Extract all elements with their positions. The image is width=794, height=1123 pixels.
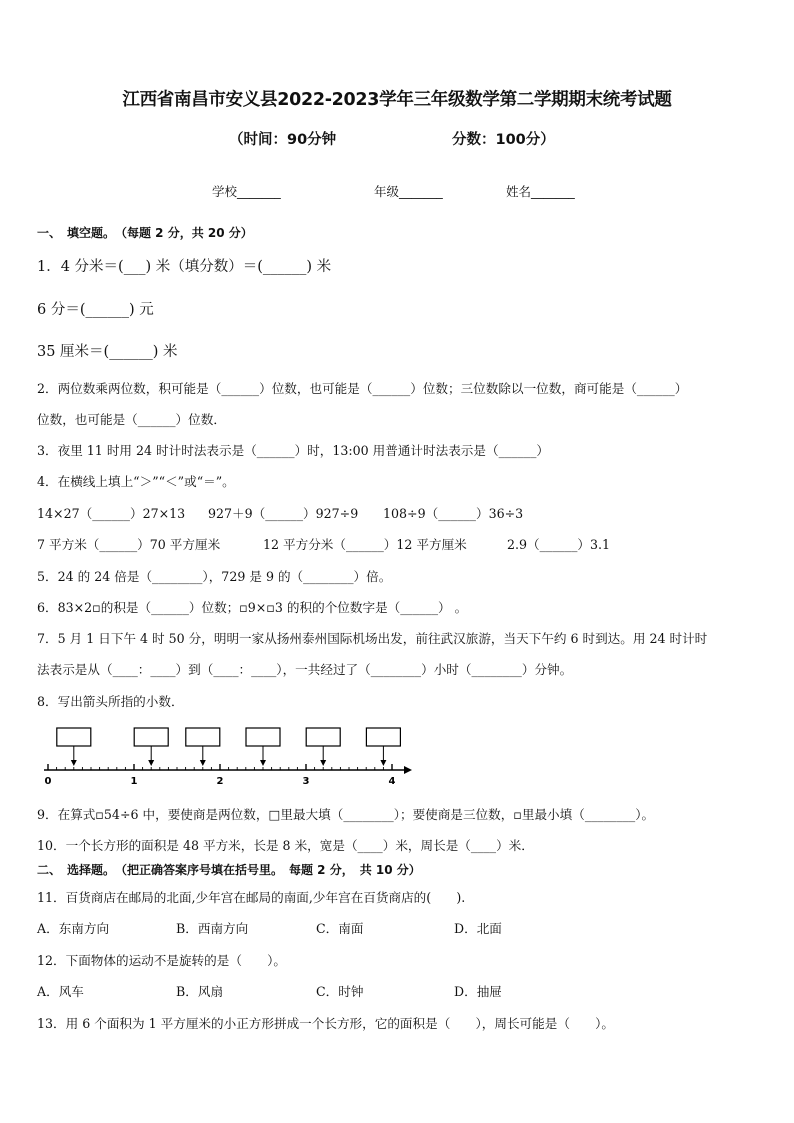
answer-box[interactable] (246, 728, 280, 746)
score-label: 分数：100分） (452, 132, 555, 148)
number-line-label: 4 (388, 776, 396, 786)
question-4-item-6: 2.9（______）3.1 (507, 537, 611, 552)
number-line-label: 1 (130, 776, 138, 786)
question-4-item-2: 927＋9（______）927÷9 (208, 506, 359, 521)
question-10: 10．一个长方形的面积是 48 平方米，长是 8 米，宽是（____）米，周长是（____）米． (37, 838, 534, 853)
grade-field[interactable]: 年级_______ (374, 184, 443, 199)
question-7-line2: 法表示是从（____：____）到（____：____），一共经过了（________）小时（________）分钟。 (37, 662, 573, 677)
question-6: 6．83×2▫的积是（______）位数；▫9×▫3 的积的个位数字是（______） 。 (37, 600, 468, 615)
school-field[interactable]: 学校_______ (212, 184, 281, 199)
pointer-arrowhead (320, 760, 326, 766)
question-9: 9．在算式▫54÷6 中，要使商是两位数，□里最大填（________）；要使商是三位数，▫里最小填（________）。 (37, 807, 655, 822)
question-8: 8．写出箭头所指的小数． (37, 694, 184, 709)
page-title: 江西省南昌市安义县2022-2023学年三年级数学第二学期期末统考试题 (122, 90, 672, 110)
question-4-item-5: 12 平方分米（______）12 平方厘米 (263, 537, 467, 552)
answer-box[interactable] (134, 728, 168, 746)
question-1b: 6 分＝(______) 元 (37, 302, 154, 318)
answer-box[interactable] (306, 728, 340, 746)
pointer-arrowhead (380, 760, 386, 766)
question-12-option-b[interactable]: B．风扇 (176, 984, 224, 999)
pointer-arrowhead (200, 760, 206, 766)
answer-box[interactable] (366, 728, 400, 746)
question-11-option-c[interactable]: C．南面 (316, 921, 364, 936)
name-field[interactable]: 姓名_______ (506, 184, 575, 199)
question-4-item-1: 14×27（______）27×13 (37, 506, 186, 521)
question-12-option-a[interactable]: A．风车 (37, 984, 84, 999)
number-line-figure (36, 724, 416, 786)
question-2-line2: 位数，也可能是（______）位数． (37, 412, 226, 427)
question-11-option-d[interactable]: D．北面 (454, 921, 502, 936)
question-3: 3．夜里 11 时用 24 时计时法表示是（______）时，13:00 用普通计时法表示是（______） (37, 443, 549, 458)
number-line-label: 3 (302, 776, 310, 786)
question-4: 4．在横线上填上“＞”“＜”或“＝”。 (37, 474, 235, 489)
answer-box[interactable] (186, 728, 220, 746)
question-1c: 35 厘米＝(______) 米 (37, 344, 178, 360)
number-line-label: 0 (44, 776, 52, 786)
question-12-option-d[interactable]: D．抽屉 (454, 984, 502, 999)
pointer-arrowhead (71, 760, 77, 766)
question-4-item-4: 7 平方米（______）70 平方厘米 (37, 537, 221, 552)
pointer-arrowhead (148, 760, 154, 766)
section-choice-heading: 二、 选择题。 （把正确答案序号填在括号里。 每题 2 分， 共 10 分） (37, 863, 421, 877)
question-4-item-3: 108÷9（______）36÷3 (383, 506, 524, 521)
section-fill-in-heading: 一、 填空题。 （每题 2 分，共 20 分） (37, 226, 253, 240)
answer-box[interactable] (57, 728, 91, 746)
question-11-option-b[interactable]: B．西南方向 (176, 921, 249, 936)
time-label: （时间：90分钟 (229, 132, 337, 148)
question-7-line1: 7．5 月 1 日下午 4 时 50 分，明明一家从扬州泰州国际机场出发，前往武汉旅游，当天下午约 6 时到达。用 24 时计时 (37, 631, 708, 646)
question-11-option-a[interactable]: A．东南方向 (37, 921, 110, 936)
question-11: 11．百货商店在邮局的北面,少年宫在邮局的南面,少年宫在百货商店的( ). (37, 890, 466, 905)
question-12-option-c[interactable]: C．时钟 (316, 984, 364, 999)
question-12: 12．下面物体的运动不是旋转的是（ ）。 (37, 953, 287, 968)
pointer-arrowhead (260, 760, 266, 766)
question-13: 13．用 6 个面积为 1 平方厘米的小正方形拼成一个长方形，它的面积是（ ），周长可能是（ ）。 (37, 1016, 614, 1031)
question-2-line1: 2．两位数乘两位数，积可能是（______）位数，也可能是（______）位数；三位数除以一位数，商可能是（______） (37, 381, 688, 396)
number-line-arrowhead (404, 766, 412, 774)
question-5: 5．24 的 24 倍是（________），729 是 9 的（________）倍。 (37, 569, 392, 584)
question-1a: 1．4 分米＝(___) 米（填分数）＝(______) 米 (37, 259, 332, 275)
number-line-label: 2 (216, 776, 224, 786)
